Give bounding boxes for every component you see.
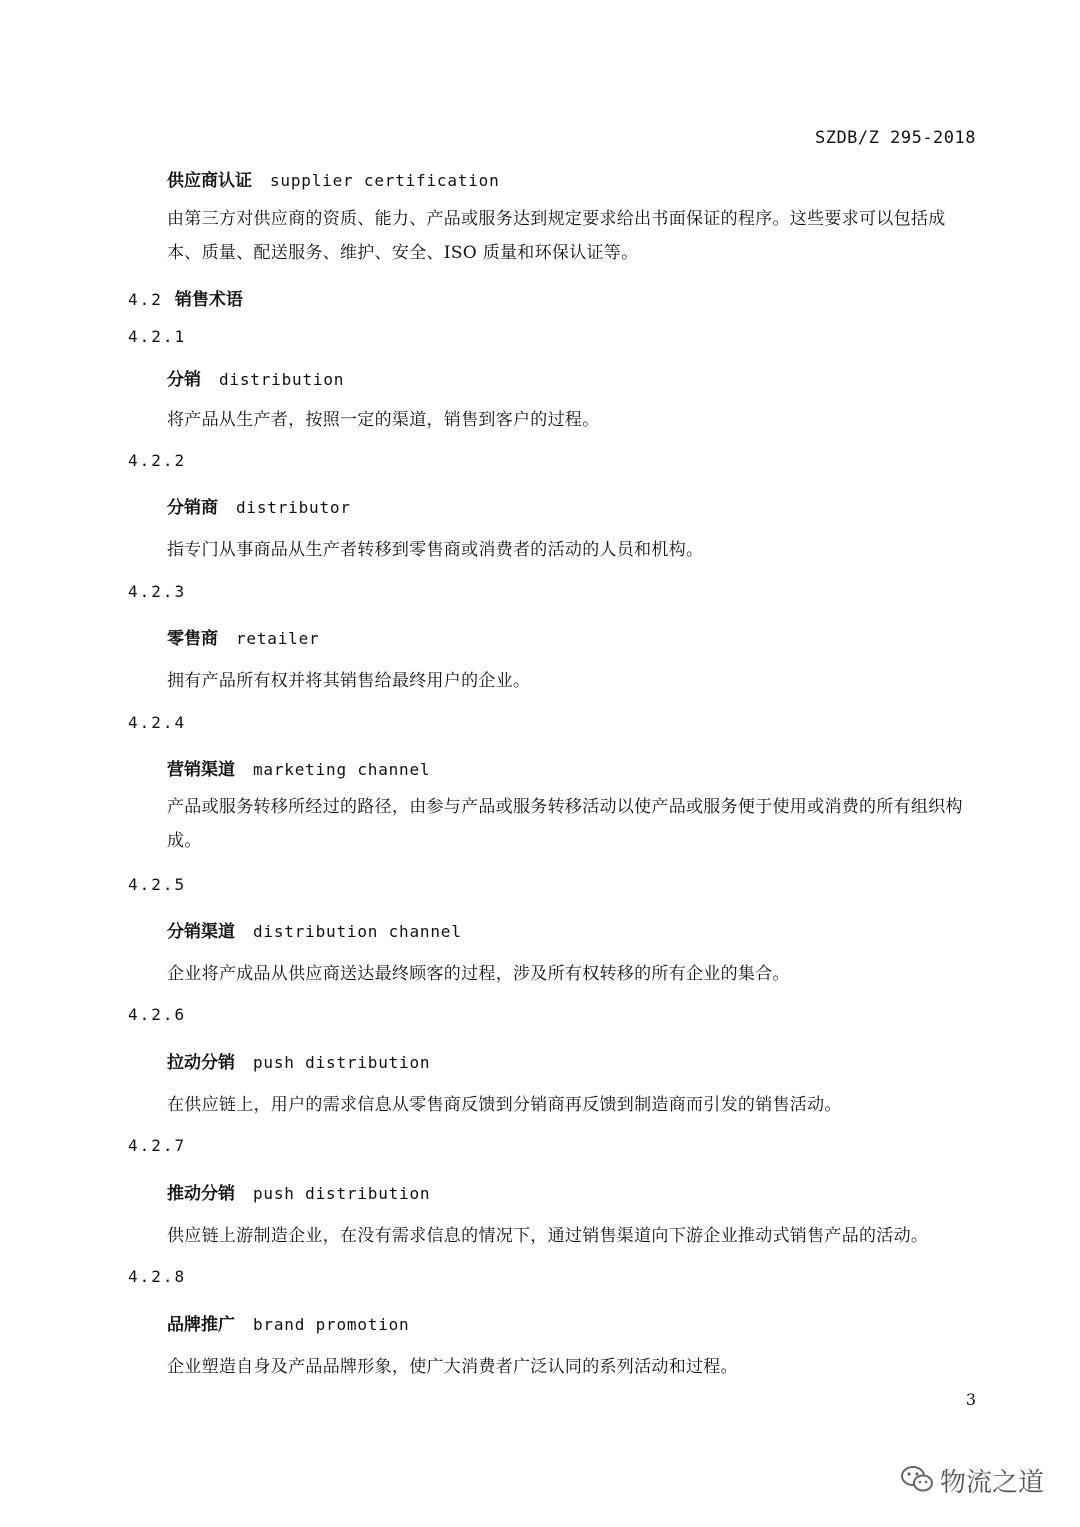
- clause-number: 4.2.8: [128, 1267, 187, 1286]
- clause-number: 4.2.4: [128, 713, 187, 732]
- term-heading: [167, 493, 351, 518]
- term-heading: [167, 1179, 430, 1204]
- term-zh: 拉动分销: [167, 1053, 235, 1073]
- term-definition: 企业塑造自身及产品品牌形象，使广大消费者广泛认同的系列活动和过程。: [167, 1357, 738, 1377]
- term-definition: 供应链上游制造企业，在没有需求信息的情况下，通过销售渠道向下游企业推动式销售产品的活动。: [167, 1226, 929, 1246]
- term-zh: 品牌推广: [167, 1315, 235, 1335]
- term-definition: 由第三方对供应商的资质、能力、产品或服务达到规定要求给出书面保证的程序。这些要求可以包括成本、质量、配送服务、维护、安全、ISO 质量和环保认证等。: [167, 209, 946, 263]
- watermark: [900, 1462, 1044, 1499]
- section-number: 4.2: [128, 290, 163, 309]
- document-id: SZDB/Z 295-2018: [814, 128, 976, 148]
- term-en: distributor: [236, 498, 351, 517]
- clause-number: 4.2.5: [128, 875, 187, 894]
- term-definition: 拥有产品所有权并将其销售给最终用户的企业。: [167, 671, 531, 691]
- term-heading: [167, 1048, 430, 1073]
- term-definition: 企业将产成品从供应商送达最终顾客的过程，涉及所有权转移的所有企业的集合。: [167, 964, 790, 984]
- clause-number: 4.2.3: [128, 582, 187, 601]
- clause-number: 4.2.6: [128, 1005, 187, 1024]
- clause-number: 4.2.7: [128, 1136, 187, 1155]
- term-zh: 分销商: [167, 498, 218, 518]
- term-zh: 零售商: [167, 629, 218, 649]
- term-definition: 产品或服务转移所经过的路径，由参与产品或服务转移活动以使产品或服务便于使用或消费的所有组织构成。: [167, 797, 963, 851]
- term-zh: 营销渠道: [167, 760, 235, 780]
- term-definition: 将产品从生产者，按照一定的渠道，销售到客户的过程。: [167, 410, 600, 430]
- term-en: brand promotion: [253, 1315, 410, 1334]
- section-heading: [128, 285, 243, 310]
- page-number: 3: [965, 1390, 976, 1409]
- term-heading: [167, 166, 500, 191]
- term-heading: [167, 755, 430, 780]
- term-zh: 供应商认证: [167, 171, 252, 191]
- clause-number: 4.2.2: [128, 451, 187, 470]
- term-heading: [167, 624, 319, 649]
- section-title: 销售术语: [174, 290, 243, 310]
- watermark-text: 物流之道: [939, 1468, 1044, 1498]
- term-zh: 分销: [167, 370, 201, 390]
- term-en: push distribution: [253, 1053, 431, 1072]
- wechat-icon: [900, 1464, 934, 1498]
- clause-number: 4.2.1: [128, 327, 187, 346]
- term-en: supplier certification: [270, 171, 500, 190]
- term-en: distribution channel: [253, 922, 462, 941]
- term-definition: 指专门从事商品从生产者转移到零售商或消费者的活动的人员和机构。: [167, 540, 704, 560]
- term-en: marketing channel: [253, 760, 431, 779]
- term-heading: [167, 365, 344, 390]
- term-en: distribution: [219, 370, 345, 389]
- term-en: retailer: [236, 629, 320, 648]
- term-zh: 分销渠道: [167, 922, 235, 942]
- term-heading: [167, 917, 462, 942]
- term-heading: [167, 1310, 410, 1335]
- term-zh: 推动分销: [167, 1184, 235, 1204]
- term-definition: 在供应链上，用户的需求信息从零售商反馈到分销商再反馈到制造商而引发的销售活动。: [167, 1095, 842, 1115]
- term-en: push distribution: [253, 1184, 431, 1203]
